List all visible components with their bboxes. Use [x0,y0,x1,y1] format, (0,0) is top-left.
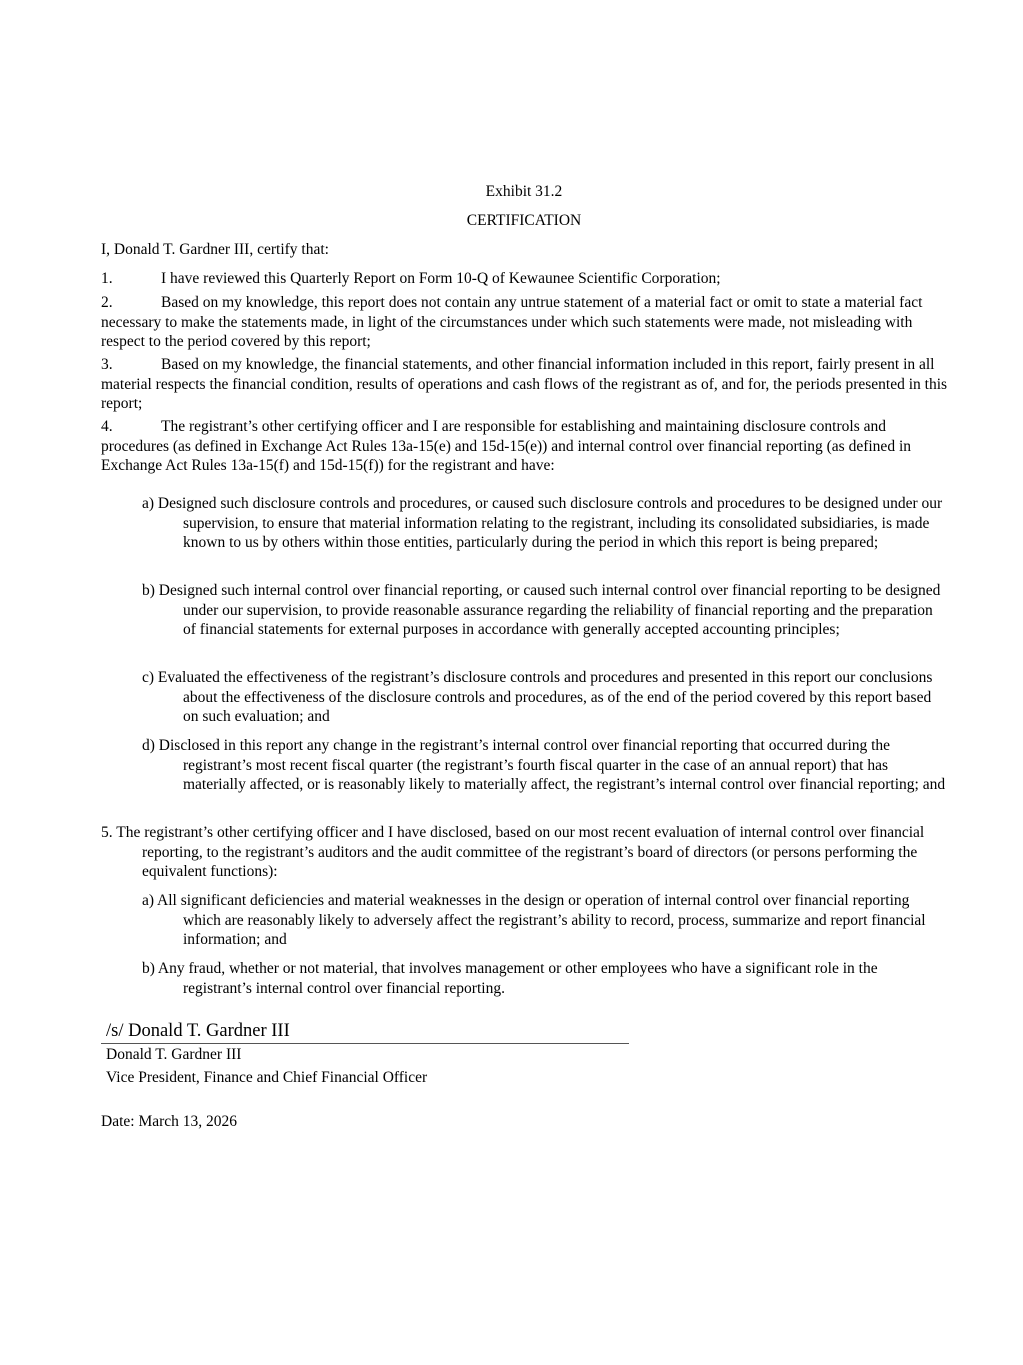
exhibit-label: Exhibit 31.2 [485,183,563,200]
signature-line: /s/ Donald T. Gardner III [101,1020,629,1044]
item-text: The registrant’s other certifying officer and I are responsible for establishing and maintaining disclosure controls and procedures (as defined in Exchange Act Rules 13a-15(e) and 15d-15(e)) and internal control over financial reporting (as defined in Exchange Act Rules 13a-15(f) and 15d-15(f)) for the registrant and have: [101,418,911,474]
item-4-sub-c: c) Evaluated the effectiveness of the registrant’s disclosure controls and procedures and presented in this report our conclusions about the effectiveness of the disclosure controls and procedures, as of the end of the period covered by this report based on such evaluation; and [142,669,933,725]
item-number: 2. [101,294,113,311]
signature-date: Date: March 13, 2026 [101,1113,238,1130]
item-5-sub-a: a) All significant deficiencies and material weaknesses in the design or operation of internal control over financial reporting which are reasonably likely to adversely affect the registrant’s ability to record, process, summarize and report financial information; and [142,892,926,948]
certification-item-5: 5. The registrant’s other certifying officer and I have disclosed, based on our most recent evaluation of internal control over financial reporting, to the registrant’s auditors and the audit committee of the registrant’s board of directors (or persons performing the equivalent functions): [101,824,925,880]
item-4-sub-d: d) Disclosed in this report any change in the registrant’s internal control over financial reporting that occurred during the registrant’s most recent fiscal quarter (the registrant’s fourth fiscal quarter in the case of an annual report) that has materially affected, or is reasonably likely to materially affect, the registrant’s internal control over financial reporting; and [142,737,946,793]
item-text: Based on my knowledge, this report does not contain any untrue statement of a material fact or omit to state a material fact necessary to make the statements made, in light of the circumstances under which such statements were made, not misleading with respect to the period covered by this report; [101,294,923,350]
item-number: 4. [101,418,113,435]
item-5-sub-b: b) Any fraud, whether or not material, that involves management or other employees who have a significant role in the registrant’s internal control over financial reporting. [142,960,878,997]
intro-statement: I, Donald T. Gardner III, certify that: [101,241,329,258]
certification-title: CERTIFICATION [466,212,582,229]
certification-item-1 [101,269,951,289]
item-text: I have reviewed this Quarterly Report on Form 10-Q of Kewaunee Scientific Corporation; [161,270,721,287]
item-number: 3. [101,356,113,373]
certification-item-2 [101,293,951,352]
signer-title: Vice President, Finance and Chief Financial Officer [106,1069,428,1086]
certification-item-3 [101,355,951,414]
signer-name: Donald T. Gardner III [106,1046,242,1063]
item-text: Based on my knowledge, the financial statements, and other financial information included in this report, fairly present in all material respects the financial condition, results of operations and cash flows of the registrant as of, and for, the periods presented in this report; [101,356,948,412]
item-4-sub-a: a) Designed such disclosure controls and procedures, or caused such disclosure controls and procedures to be designed under our supervision, to ensure that material information relating to the registrant, including its consolidated subsidiaries, is made known to us by others within those entities, particularly during the period in which this report is being prepared; [142,495,943,551]
certification-item-4 [101,417,951,476]
item-number: 1. [101,270,113,287]
item-4-sub-b: b) Designed such internal control over financial reporting, or caused such internal control over financial reporting to be designed under our supervision, to provide reasonable assurance regarding the reliability of financial reporting and the preparation of financial statements for external purposes in accordance with generally accepted accounting principles; [142,582,941,638]
